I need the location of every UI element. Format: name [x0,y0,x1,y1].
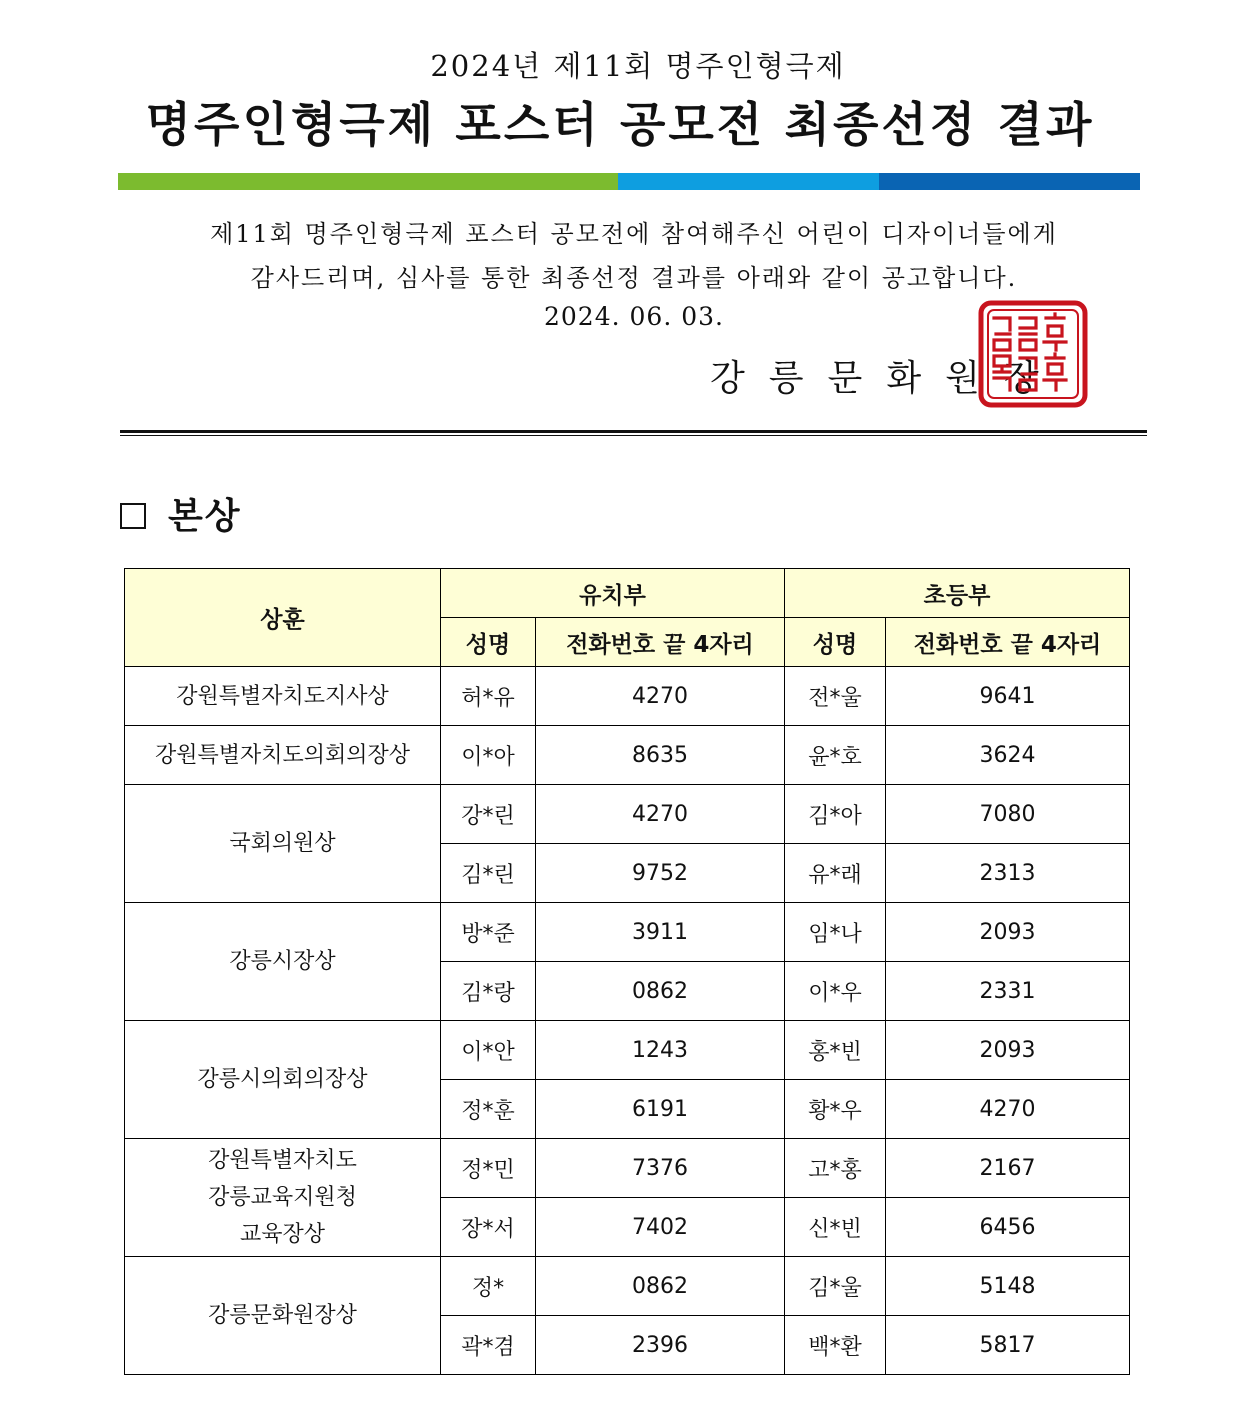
table-row [125,1139,1130,1198]
elementary-name-cell: 홍*빈 [785,1021,886,1080]
header-elementary: 초등부 [785,569,1130,618]
elementary-name-cell: 김*아 [785,785,886,844]
elementary-phone-cell: 5817 [886,1316,1130,1375]
table-row [125,1021,1130,1080]
organization-signature: 강릉문화원장 [710,358,1063,399]
elementary-name-cell: 임*나 [785,903,886,962]
kindergarten-phone-cell: 7376 [536,1139,785,1198]
kindergarten-name-cell: 강*린 [441,785,536,844]
kindergarten-phone-cell: 4270 [536,667,785,726]
elementary-phone-cell: 2313 [886,844,1130,903]
header-kindergarten-name: 성명 [441,618,536,667]
table-row [125,726,1130,785]
elementary-phone-cell: 2093 [886,903,1130,962]
award-name-line: 강릉교육지원청 [208,1185,357,1210]
elementary-name-cell: 고*홍 [785,1139,886,1198]
kindergarten-name-cell: 김*린 [441,844,536,903]
award-name-cell [125,1021,441,1139]
header-kindergarten: 유치부 [441,569,785,618]
header-award: 상훈 [125,569,441,667]
kindergarten-name-cell: 곽*겸 [441,1316,536,1375]
kindergarten-name-cell: 장*서 [441,1198,536,1257]
red-official-seal-icon [978,300,1088,408]
kindergarten-phone-cell: 8635 [536,726,785,785]
award-name-line: 강원특별자치도 [208,1148,357,1173]
kindergarten-name-cell: 이*아 [441,726,536,785]
elementary-name-cell: 이*우 [785,962,886,1021]
award-name-line: 강원특별자치도지사상 [176,683,389,709]
award-name-line: 강릉시장상 [229,949,336,974]
award-name-cell [125,1139,441,1257]
kindergarten-phone-cell: 6191 [536,1080,785,1139]
elementary-phone-cell: 5148 [886,1257,1130,1316]
header-divider-thick [120,430,1147,433]
award-name-cell [125,1257,441,1375]
award-name-line: 국회의원상 [229,831,336,856]
elementary-name-cell: 유*래 [785,844,886,903]
award-name-line: 강원특별자치도의회의장상 [154,742,411,768]
kindergarten-phone-cell: 4270 [536,785,785,844]
kindergarten-name-cell: 방*준 [441,903,536,962]
kindergarten-name-cell: 정*훈 [441,1080,536,1139]
elementary-phone-cell: 7080 [886,785,1130,844]
kindergarten-phone-cell: 9752 [536,844,785,903]
color-bar-green [118,173,618,190]
award-name-cell [125,667,441,726]
elementary-name-cell: 전*울 [785,667,886,726]
elementary-phone-cell: 2093 [886,1021,1130,1080]
elementary-name-cell: 백*환 [785,1316,886,1375]
kindergarten-name-cell: 이*안 [441,1021,536,1080]
header-divider-thin [120,435,1147,436]
elementary-name-cell: 황*우 [785,1080,886,1139]
section-heading [120,488,242,539]
elementary-phone-cell: 9641 [886,667,1130,726]
document-title: 명주인형극제 포스터 공모전 최종선정 결과 [145,98,1095,153]
notice-line-1: 제11회 명주인형극제 포스터 공모전에 참여해주신 어린이 디자이너들에게 [210,220,1058,248]
elementary-name-cell: 윤*호 [785,726,886,785]
decorative-color-bar [118,173,1140,190]
document-subtitle: 2024년 제11회 명주인형극제 [430,49,846,83]
empty-square-icon [120,503,146,529]
table-row [125,1257,1130,1316]
elementary-name-cell: 신*빈 [785,1198,886,1257]
section-title: 본상 [168,495,242,537]
table-row [125,785,1130,844]
kindergarten-name-cell: 허*유 [441,667,536,726]
elementary-name-cell: 김*울 [785,1257,886,1316]
kindergarten-phone-cell: 7402 [536,1198,785,1257]
kindergarten-phone-cell: 0862 [536,962,785,1021]
kindergarten-name-cell: 김*랑 [441,962,536,1021]
kindergarten-name-cell: 정* [441,1257,536,1316]
notice-date: 2024. 06. 03. [544,302,724,331]
award-name-line: 강릉문화원장상 [208,1303,357,1328]
award-results-table [124,568,1130,1375]
kindergarten-name-cell: 정*민 [441,1139,536,1198]
table-row [125,903,1130,962]
notice-line-2: 감사드리며, 심사를 통한 최종선정 결과를 아래와 같이 공고합니다. [250,264,1018,292]
elementary-phone-cell: 6456 [886,1198,1130,1257]
award-name-cell [125,903,441,1021]
kindergarten-phone-cell: 2396 [536,1316,785,1375]
kindergarten-phone-cell: 3911 [536,903,785,962]
award-name-cell [125,785,441,903]
award-name-line: 강릉시의회의장상 [197,1067,368,1092]
table-row [125,667,1130,726]
award-name-cell [125,726,441,785]
header-elementary-phone: 전화번호 끝 4자리 [886,618,1130,667]
header-kindergarten-phone: 전화번호 끝 4자리 [536,618,785,667]
elementary-phone-cell: 4270 [886,1080,1130,1139]
elementary-phone-cell: 2331 [886,962,1130,1021]
header-elementary-name: 성명 [785,618,886,667]
elementary-phone-cell: 3624 [886,726,1130,785]
award-name-line: 교육장상 [239,1222,325,1247]
elementary-phone-cell: 2167 [886,1139,1130,1198]
kindergarten-phone-cell: 1243 [536,1021,785,1080]
color-bar-dark-blue [879,173,1140,190]
kindergarten-phone-cell: 0862 [536,1257,785,1316]
color-bar-light-blue [618,173,879,190]
